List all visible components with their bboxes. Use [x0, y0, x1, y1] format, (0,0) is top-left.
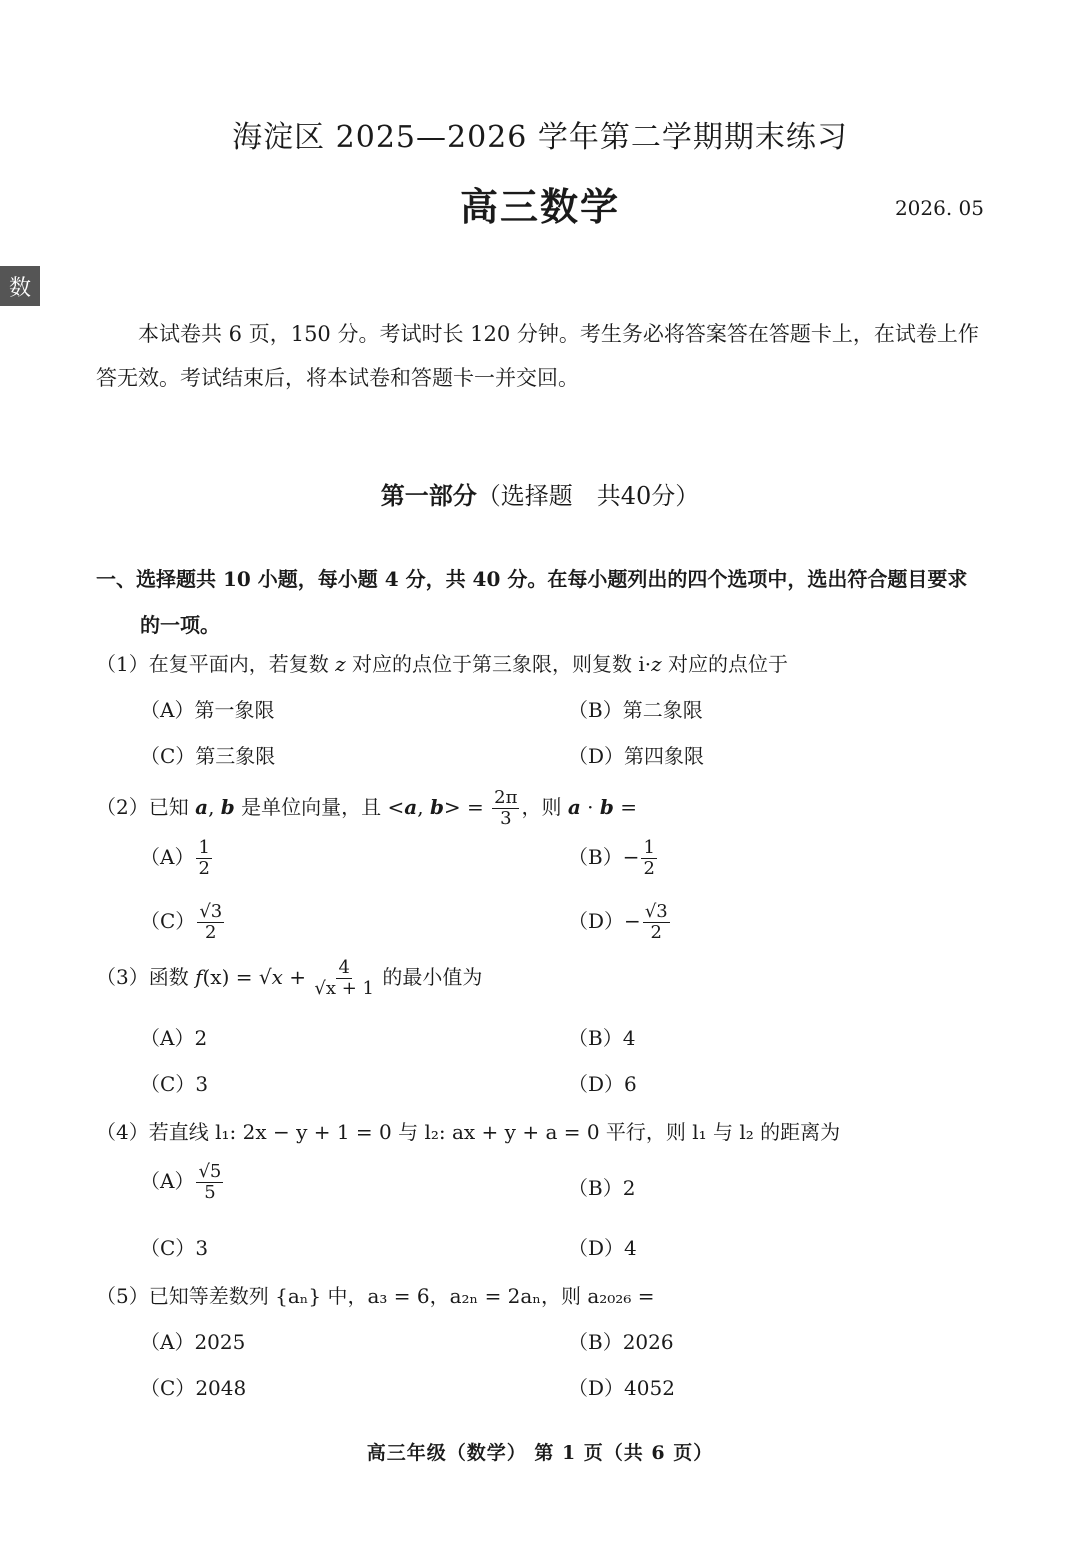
math-var: x	[271, 965, 283, 989]
option-label: （A）	[140, 845, 195, 869]
option-text: 4	[624, 1236, 637, 1260]
question-text: =	[613, 795, 637, 819]
fraction	[196, 1162, 223, 1203]
option-label: （A）	[140, 698, 195, 722]
q3-option-c	[140, 1068, 208, 1097]
fraction	[492, 788, 519, 829]
q5-option-b	[568, 1326, 674, 1355]
instructions: 本试卷共 6 页，150 分。考试时长 120 分钟。考生务必将答案答在答题卡上，在试卷上作答无效。考试结束后，将本试卷和答题卡一并交回。	[96, 322, 979, 390]
option-label: （B）	[568, 1176, 623, 1200]
vector-a: a	[567, 795, 581, 819]
option-label: （B）	[568, 845, 623, 869]
part-label: 第一部分	[380, 481, 477, 510]
page-footer: 高三年级（数学） 第 1 页（共 6 页）	[366, 1442, 714, 1464]
option-label: （D）	[568, 1376, 625, 1400]
option-label: （D）	[568, 1072, 625, 1096]
question-text: 是单位向量，且 <	[234, 795, 405, 819]
option-text: 第一象限	[194, 698, 275, 722]
option-text: 第二象限	[622, 698, 703, 722]
option-label: （A）	[140, 1330, 195, 1354]
fraction	[314, 958, 374, 999]
question-number: （1）	[96, 652, 149, 676]
question-text: 已知等差数列 {aₙ} 中，a₃ = 6，a₂ₙ = 2aₙ，则 a₂₀₂₆ =	[148, 1284, 655, 1308]
question-2	[96, 788, 637, 829]
question-text: ,	[417, 795, 430, 819]
fraction-numerator: √5	[198, 1161, 222, 1182]
option-label: （C）	[140, 1376, 196, 1400]
option-text: 3	[195, 1072, 209, 1096]
q1-option-b	[568, 694, 703, 723]
question-text: 对应的点位于	[661, 652, 789, 676]
option-text: 2	[194, 1026, 208, 1050]
part-heading	[0, 476, 1080, 511]
vector-b: b	[599, 795, 614, 819]
question-number: （2）	[96, 795, 149, 819]
q5-option-a	[140, 1326, 245, 1355]
fraction	[196, 838, 211, 879]
option-text: 4	[622, 1026, 636, 1050]
option-label: （D）	[568, 744, 625, 768]
option-label: （C）	[140, 1072, 196, 1096]
q2-option-a	[140, 838, 214, 879]
q4-option-c	[140, 1232, 208, 1261]
fraction	[643, 902, 670, 943]
fraction-numerator: 1	[198, 837, 210, 858]
question-3	[96, 958, 482, 999]
section-line-2: 的一项。	[140, 613, 220, 637]
question-number: （5）	[96, 1284, 149, 1308]
fraction-denominator: 2	[205, 922, 217, 943]
question-number: （4）	[96, 1120, 149, 1144]
option-label: （B）	[568, 698, 623, 722]
option-text: 2048	[195, 1376, 247, 1400]
option-label: （B）	[568, 1330, 623, 1354]
fraction	[197, 902, 224, 943]
option-label: （C）	[140, 1236, 196, 1260]
vector-a: a	[195, 795, 209, 819]
fraction-numerator: 2π	[494, 787, 518, 808]
option-sign: −	[622, 845, 640, 869]
fraction-denominator: 5	[204, 1182, 216, 1203]
option-label: （D）	[568, 1236, 625, 1260]
q4-option-a	[140, 1162, 225, 1203]
q1-option-a	[140, 694, 274, 723]
exam-date: 2026. 05	[894, 196, 984, 220]
fraction-denominator: 3	[500, 808, 512, 829]
option-label: （A）	[140, 1169, 195, 1193]
section-heading	[96, 556, 986, 648]
q3-option-a	[140, 1022, 207, 1051]
q4-option-b	[568, 1172, 635, 1201]
option-text: 6	[624, 1072, 637, 1096]
question-text: (x) = √	[202, 965, 272, 989]
subject-title: 高三数学	[459, 184, 620, 229]
option-text: 3	[195, 1236, 209, 1260]
fraction-denominator: 2	[650, 922, 662, 943]
q2-option-d	[568, 902, 672, 943]
option-text: 2	[622, 1176, 636, 1200]
question-text: 已知	[148, 795, 196, 819]
vector-a: a	[404, 795, 418, 819]
question-text: ·	[580, 795, 600, 819]
option-label: （A）	[140, 1026, 195, 1050]
option-label: （D）	[568, 909, 625, 933]
fraction-numerator: √3	[644, 901, 668, 922]
question-text: 在复平面内，若复数	[148, 652, 336, 676]
question-text: 对应的点位于第三象限，则复数 i·	[345, 652, 652, 676]
fraction-numerator: √3	[199, 901, 223, 922]
option-text: 2025	[194, 1330, 246, 1354]
question-text: > =	[443, 795, 491, 819]
question-text: 函数	[148, 965, 196, 989]
q2-option-c	[140, 902, 226, 943]
question-text: ，则	[521, 795, 568, 819]
question-1	[96, 648, 788, 677]
q5-option-c	[140, 1372, 246, 1401]
fraction-numerator: 4	[338, 957, 350, 978]
fraction-denominator: √x + 1	[314, 978, 374, 999]
option-sign: −	[624, 909, 641, 933]
q5-option-d	[568, 1372, 675, 1401]
q1-option-d	[568, 740, 704, 769]
q1-option-c	[140, 740, 275, 769]
question-5	[96, 1280, 654, 1309]
question-text: +	[282, 965, 313, 989]
vector-b: b	[220, 795, 235, 819]
question-number: （3）	[96, 965, 149, 989]
option-label: （B）	[568, 1026, 623, 1050]
q3-option-d	[568, 1068, 637, 1097]
fraction	[641, 838, 656, 879]
math-var: z	[651, 652, 662, 676]
option-label: （C）	[140, 909, 196, 933]
question-text: 若直线 l₁: 2x − y + 1 = 0 与 l₂: ax + y + a = 0 平行，则 l₁ 与 l₂ 的距离为	[148, 1120, 841, 1144]
question-4	[96, 1116, 840, 1145]
question-text: ,	[208, 795, 221, 819]
option-label: （C）	[140, 744, 196, 768]
question-text: 的最小值为	[375, 965, 483, 989]
fraction-denominator: 2	[198, 858, 210, 879]
math-var: z	[335, 652, 346, 676]
q2-option-b	[568, 838, 659, 879]
side-tab: 数	[0, 266, 40, 306]
section-line-1: 一、选择题共 10 小题，每小题 4 分，共 40 分。在每小题列出的四个选项中，选出符合题目要求	[96, 567, 968, 591]
option-text: 第三象限	[195, 744, 276, 768]
fraction-denominator: 2	[643, 858, 655, 879]
q3-option-b	[568, 1022, 635, 1051]
q4-option-d	[568, 1232, 637, 1261]
math-var: f	[195, 965, 203, 989]
option-text: 2026	[622, 1330, 674, 1354]
part-detail: （选择题 共40分）	[476, 482, 700, 510]
exam-title: 海淀区 2025—2026 学年第二学期期末练习	[232, 120, 848, 155]
option-text: 第四象限	[624, 744, 705, 768]
option-text: 4052	[624, 1376, 675, 1400]
fraction-numerator: 1	[643, 837, 655, 858]
vector-b: b	[429, 795, 444, 819]
